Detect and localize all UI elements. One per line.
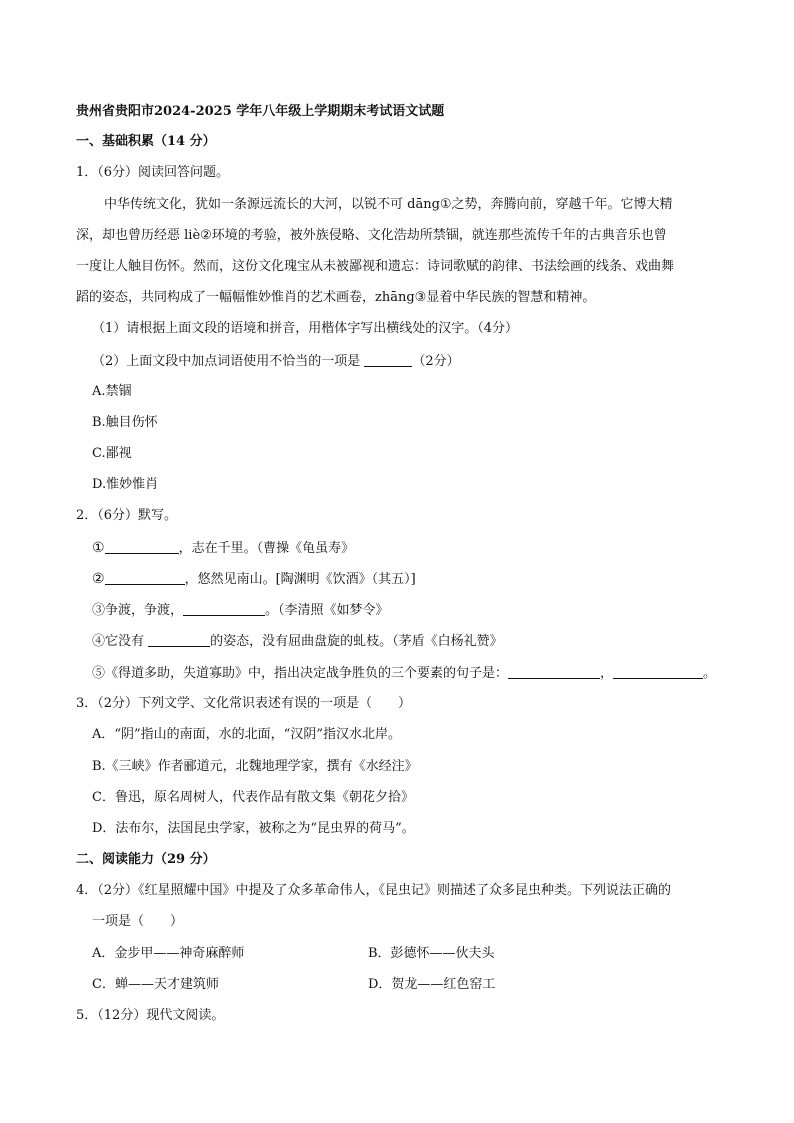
dictation-line-1 — [92, 539, 354, 558]
passage-line-2: 深，却也曾历经惡 liè②环境的考验，被外族侵略、文化浩劫所禁锢，就连那些流传千年的古典音乐也曾 — [76, 228, 667, 243]
passage-line-3: 一度让人触目伤怀。然而，这份文化瑰宝从未被鄙视和遗忘：诗词歌赋的韵律、书法绘画的线条、戏曲舞 — [76, 259, 675, 274]
question-5-heading: 5．（12分）现代文阅读。 — [76, 1008, 225, 1023]
answer-blank[interactable] — [364, 352, 412, 367]
option-d: D．贺龙——红色窑工 — [368, 977, 496, 992]
dictation-text: 的姿态，没有屈曲盘旋的虬枝。（茅盾《白杨礼赞》 — [210, 634, 503, 649]
dictation-line-2 — [92, 570, 416, 589]
answer-blank[interactable] — [105, 539, 179, 554]
option-a: A．“阴”指山的南面，水的北面，“汉阴”指汉水北岸。 — [92, 727, 401, 742]
option-c: C.鄙视 — [92, 446, 132, 461]
answer-blank[interactable] — [148, 632, 210, 647]
question-2-heading: 2．（6分）默写。 — [76, 508, 178, 523]
section-heading-reading: 二、阅读能力（29 分） — [76, 852, 216, 867]
section-heading-basics: 一、基础积累（14 分） — [76, 134, 216, 149]
question-4-heading: 4．（2分）《红星照耀中国》中提及了众多革命伟人，《昆虫记》则描述了众多昆虫种类。下列说法正确的 — [76, 883, 672, 898]
sub-2-text: （2）上面文段中加点词语使用不恰当的一项是 — [92, 354, 365, 369]
dictation-text: ，悠然见南山。[陶渊明《饮酒》（其五）] — [184, 572, 416, 587]
question-3-heading: 3．（2分）下列文学、文化常识表述有误的一项是（ ） — [76, 696, 412, 711]
option-b: B.触目伤怀 — [92, 415, 158, 430]
option-c: C．鲁迅，原名周树人，代表作品有散文集《朝花夕拾》 — [92, 790, 414, 805]
dictation-text: ⑤《得道多助，失道寡助》中，指出决定战争胜负的三个要素的句子是： — [92, 666, 509, 681]
dictation-text: 。（李清照《如梦令》 — [265, 603, 389, 618]
item-number: ① — [92, 540, 105, 556]
question-1-sub-1: （1）请根据上面文段的语境和拼音，用楷体字写出横线处的汉字。（4分） — [92, 321, 519, 336]
answer-blank[interactable] — [105, 570, 185, 585]
dictation-text: ，志在千里。（曹操《龟虽寿》 — [178, 541, 355, 556]
option-b: B．彭德怀——伙夫头 — [368, 946, 495, 961]
exam-title: 贵州省贵阳市2024-2025 学年八年级上学期期末考试语文试题 — [76, 104, 445, 119]
option-a: A.禁锢 — [92, 384, 132, 399]
item-number: ② — [92, 571, 105, 587]
question-1-heading: 1．（6分）阅读回答问题。 — [76, 165, 230, 180]
option-b: B.《三峡》作者郦道元，北魏地理学家，撰有《水经注》 — [92, 759, 418, 774]
option-d: D.惟妙惟肖 — [92, 477, 159, 492]
option-a: A．金步甲——神奇麻醉师 — [92, 946, 245, 961]
answer-blank[interactable] — [508, 664, 600, 679]
answer-blank[interactable] — [183, 601, 265, 616]
dictation-line-3 — [92, 601, 389, 620]
dictation-line-5 — [92, 664, 716, 683]
dictation-text: 。 — [703, 666, 717, 681]
dictation-text: ④它没有 — [92, 634, 149, 649]
passage-line-4: 蹈的姿态，共同构成了一幅幅惟妙惟肖的艺术画卷，zhāng③显着中华民族的智慧和精神。 — [76, 290, 596, 305]
option-c: C．蝉——天才建筑师 — [92, 977, 219, 992]
option-d: D．法布尔，法国昆虫学家，被称之为“昆虫界的荷马”。 — [92, 821, 415, 836]
dictation-line-4 — [92, 632, 503, 651]
answer-blank[interactable] — [613, 664, 703, 679]
question-4-heading-cont: 一项是（ ） — [92, 914, 184, 929]
question-1-sub-2 — [92, 352, 460, 371]
sub-2-points: （2分） — [412, 354, 460, 369]
dictation-text: ， — [600, 666, 614, 681]
passage-line-1: 中华传统文化，犹如一条源远流长的大河，以锐不可 dāng①之势，奔腾向前，穿越千年。它博大精 — [104, 197, 673, 212]
dictation-text: ③争渡，争渡， — [92, 603, 184, 618]
